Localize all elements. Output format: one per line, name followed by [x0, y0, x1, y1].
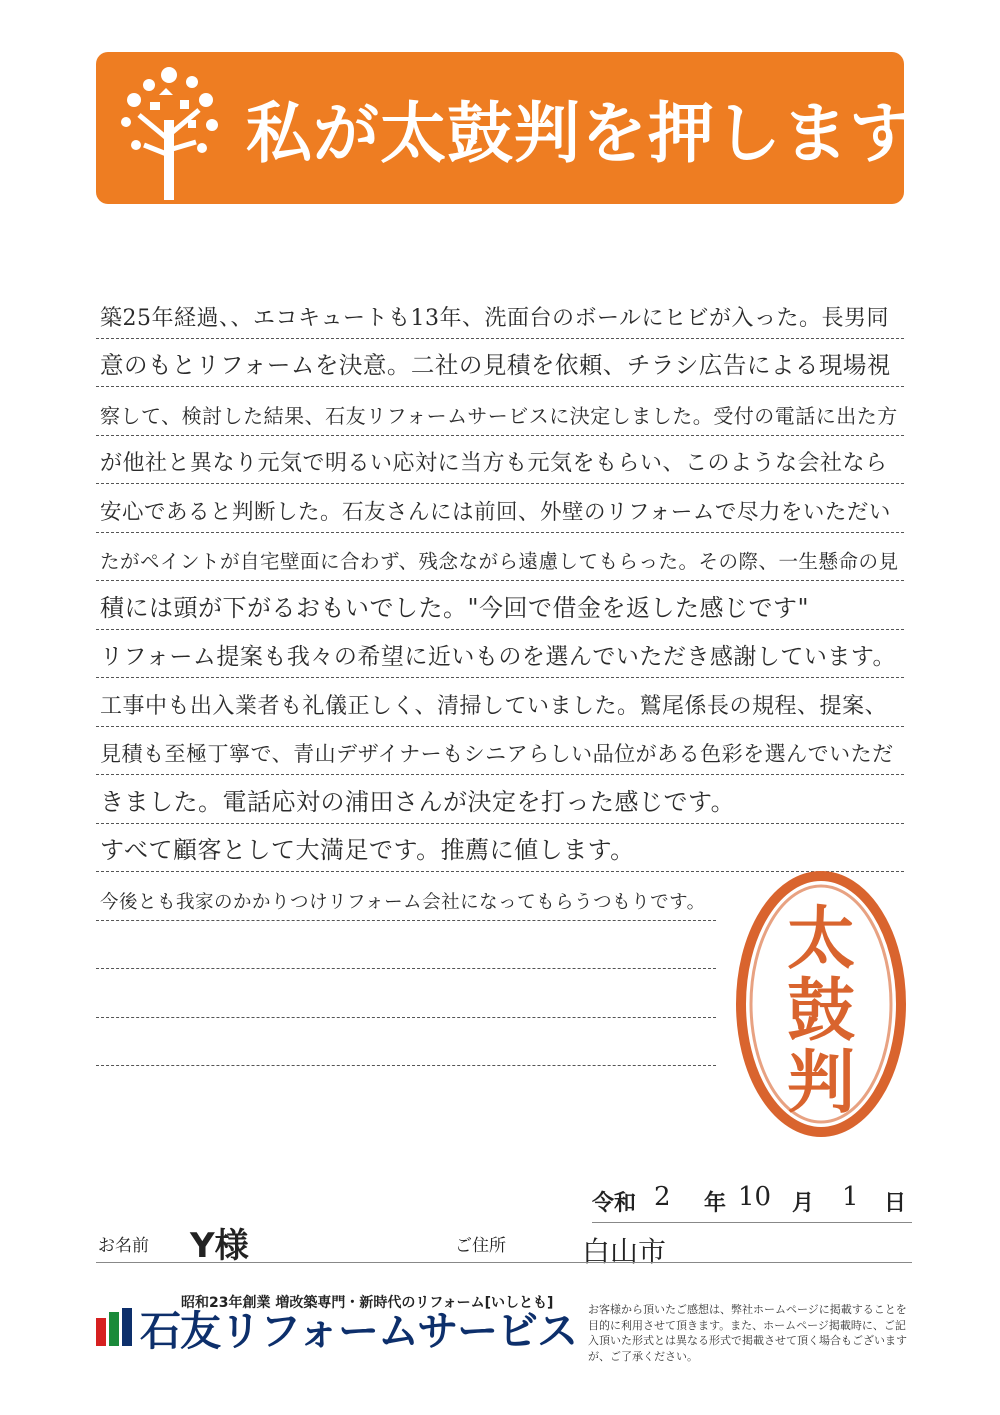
- taikoban-stamp: [733, 866, 909, 1142]
- date-era: 令和: [592, 1191, 637, 1216]
- letter-line-text: リフォーム提案も我々の希望に近いものを選んでいただき感謝しています。: [100, 644, 897, 670]
- letter-line: [96, 678, 904, 727]
- letter-line-text: 積には頭が下がるおもいでした。"今回で借金を返した感じです": [100, 593, 810, 622]
- date-underline: [592, 1222, 912, 1223]
- letter-line: [96, 533, 904, 582]
- footer-tagline: 昭和23年創業 増改築専門・新時代のリフォーム[いしとも]: [181, 1295, 554, 1311]
- stamp-char: 太: [786, 899, 856, 979]
- letter-line-text: 安心であると判断した。石友さんには前回、外壁のリフォームで尽力をいただい: [100, 499, 891, 525]
- letter-line: [96, 484, 904, 533]
- letter-line: [96, 630, 904, 679]
- page-title: 私が太鼓判を押します!: [246, 95, 948, 172]
- privacy-notice: お客様から頂いたご感想は、弊社ホームページに掲載することを目的に利用させて頂きます。また、ホームページ掲載時に、ご記入頂いた形式とは異なる形式で掲載させて頂く場合もございますが、ご了承ください。: [588, 1303, 907, 1363]
- date-row: [592, 1182, 912, 1222]
- letter-line: [96, 872, 716, 921]
- letter-line-text: 築25年経過、、エコキュートも13年、洗面台のボールにヒビが入った。長男同: [100, 305, 890, 331]
- header-banner: [96, 52, 948, 204]
- letter-line-text: 察して、検討した結果、石友リフォームサービスに決定しました。受付の電話に出た方: [100, 403, 898, 428]
- letter-line: [96, 921, 716, 970]
- letter-line-text: 今後とも我家のかかりつけリフォーム会社になってもらうつもりです。: [100, 891, 706, 913]
- letter-line: [96, 824, 904, 873]
- customer-address: 白山市: [582, 1235, 667, 1268]
- name-label: お名前: [98, 1236, 149, 1256]
- letter-line: [96, 581, 904, 630]
- tree-logo-icon: [104, 60, 234, 200]
- letter-line: [96, 339, 904, 388]
- letter-line: [96, 727, 904, 776]
- date-month-unit: 月: [792, 1191, 815, 1216]
- form-underline: [96, 1262, 912, 1263]
- company-name: 石友リフォームサービス: [140, 1307, 578, 1355]
- letter-line-text: が他社と異なり元気で明るい応対に当方も元気をもらい、このような会社なら: [100, 451, 888, 476]
- letter-line-text: きました。電話応対の浦田さんが決定を打った感じです。: [100, 787, 736, 816]
- date-day: 1: [842, 1182, 859, 1212]
- letter-line: [96, 775, 904, 824]
- letter-line-text: 意のもとリフォームを決意。二社の見積を依頼、チラシ広告による現場視: [100, 351, 891, 379]
- stamp-char: 鼓: [786, 971, 856, 1051]
- date-month: 10: [738, 1182, 772, 1212]
- date-year: 2: [654, 1182, 671, 1212]
- letter-line: [96, 290, 904, 339]
- company-logo-icon: [96, 1308, 134, 1346]
- letter-line-text: たがペイントが自宅壁面に合わず、残念ながら遠慮してもらった。その際、一生懸命の見: [100, 550, 899, 573]
- letter-line-text: 見積も至極丁寧で、青山デザイナーもシニアらしい品位がある色彩を選んでいただ: [100, 742, 894, 766]
- date-year-unit: 年: [704, 1191, 727, 1216]
- letter-line: [96, 1018, 716, 1067]
- customer-name: Y様: [190, 1226, 249, 1266]
- letter-line-text: 工事中も出入業者も礼儀正しく、清掃していました。鷲尾係長の規程、提案、: [100, 693, 888, 719]
- letter-line: [96, 969, 716, 1018]
- date-day-unit: 日: [884, 1191, 907, 1216]
- stamp-char: 判: [786, 1043, 856, 1123]
- letter-line: [96, 387, 904, 436]
- letter-line: [96, 436, 904, 485]
- address-label: ご住所: [455, 1236, 506, 1256]
- letter-line-text: すべて顧客として大満足です。推薦に値します。: [100, 836, 635, 864]
